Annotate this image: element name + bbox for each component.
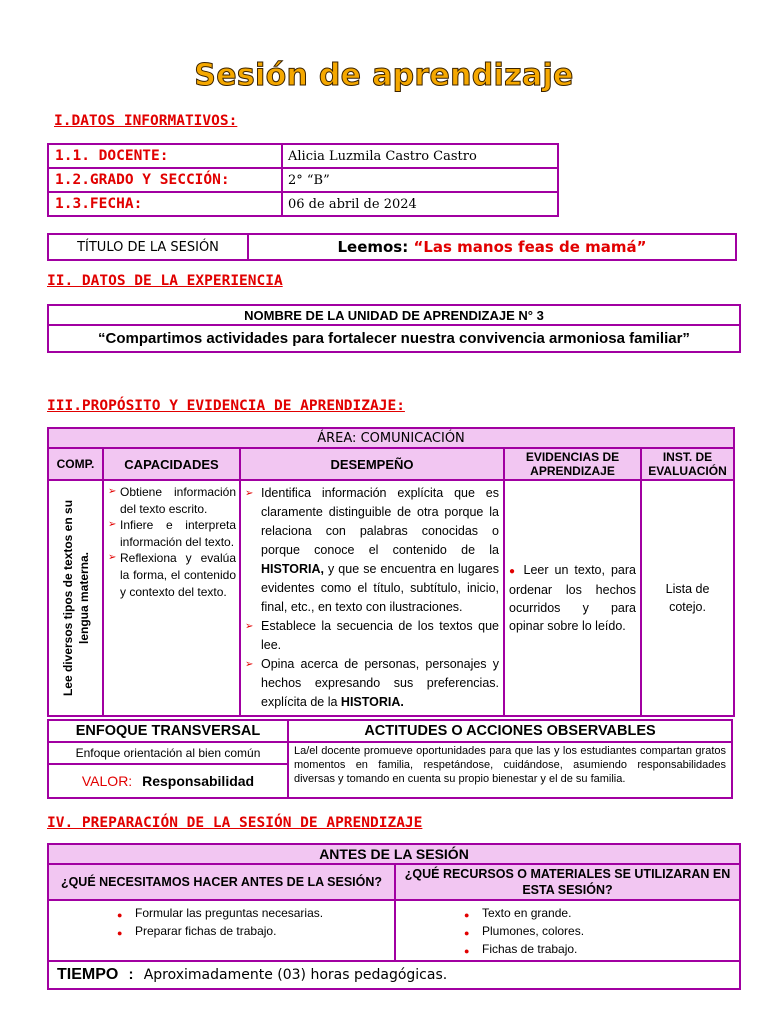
enfoque-cell <box>48 742 288 798</box>
capacidades-list <box>108 484 236 600</box>
tiempo-sep: : <box>128 966 134 983</box>
question-hacer: ¿QUÉ NECESITAMOS HACER ANTES DE LA SESIÓN? <box>48 864 395 900</box>
evidencia-text: ● Leer un texto, para ordenar los hechos ocurridos y para opinar sobre lo leído. <box>509 563 636 633</box>
competencia-cell <box>48 480 103 716</box>
info-value: 2° “B” <box>282 168 558 192</box>
enfoque-header: ENFOQUE TRANSVERSAL <box>48 720 288 742</box>
desempeno-cell <box>240 480 504 716</box>
section-heading-proposito: III.PROPÓSITO Y EVIDENCIA DE APRENDIZAJE: <box>47 398 405 414</box>
hacer-list <box>109 904 394 940</box>
desempeno-item: ➢ Identifica información explícita que es claramente distinguible de otra porque la relaciona con palabras conocidas o porque conoce el contenido de la HISTORIA, y que se encuentra en lugares evidentes como el título, subtítulo, inicio, final, etc., en texto con ilustraciones. <box>245 484 499 617</box>
capacidades-cell <box>103 480 240 716</box>
info-value: Alicia Luzmila Castro Castro <box>282 144 558 168</box>
evidencia-cell <box>504 480 641 716</box>
info-value: 06 de abril de 2024 <box>282 192 558 216</box>
desempeno-item: ➢ Opina acerca de personas, personajes y hechos expresando sus preferencias. explícita de la HISTORIA. <box>245 655 499 712</box>
section-heading-datos-informativos: I.DATOS INFORMATIVOS: <box>54 113 238 129</box>
header-capacidades: CAPACIDADES <box>103 448 240 480</box>
info-label: 1.1. DOCENTE: <box>48 144 282 168</box>
unit-name: “Compartimos actividades para fortalecer nuestra convivencia armoniosa familiar” <box>48 325 740 352</box>
enfoque-name: Enfoque orientación al bien común <box>49 743 287 765</box>
header-comp: COMP. <box>48 448 103 480</box>
question-recursos: ¿QUÉ RECURSOS O MATERIALES SE UTILIZARAN EN ESTA SESIÓN? <box>395 864 740 900</box>
instrumento-cell: Lista de cotejo. <box>641 480 734 716</box>
valor-row <box>49 765 287 797</box>
list-item: ● Texto en grande. <box>456 904 739 922</box>
desempeno-list <box>245 484 499 712</box>
capacidad-item: ➢ Infiere e interpreta información del texto. <box>108 517 236 550</box>
session-title-label: TÍTULO DE LA SESIÓN <box>48 234 248 260</box>
tiempo-text: Aproximadamente (03) horas pedagógicas. <box>143 967 448 983</box>
competencia-text: Lee diversos tipos de textos en su lengua materna. <box>60 499 91 697</box>
antes-header: ANTES DE LA SESIÓN <box>48 844 740 864</box>
unit-table <box>47 304 741 353</box>
list-item: ● Fichas de trabajo. <box>456 940 739 958</box>
section-heading-datos-experiencia: II. DATOS DE LA EXPERIENCIA <box>47 273 283 289</box>
section-heading-preparacion: IV. PREPARACIÓN DE LA SESIÓN DE APRENDIZAJE <box>47 815 423 831</box>
area-header: ÁREA: COMUNICACIÓN <box>48 428 734 448</box>
list-item: ● Formular las preguntas necesarias. <box>109 904 394 922</box>
recursos-cell <box>395 900 740 961</box>
proposito-table <box>47 427 735 717</box>
actitud-text: La/el docente promueve oportunidades para que las y los estudiantes compartan gratos momentos en familia, respetándose, cuidándose, asumiendo responsabilidades diversas y tomando en cuenta su propio bienestar y el de su familia. <box>288 742 732 798</box>
info-table <box>47 143 559 217</box>
page-title: Sesión de aprendizaje <box>194 58 574 93</box>
session-title-value <box>248 234 736 260</box>
valor-value: Responsabilidad <box>142 773 255 789</box>
session-title-prefix: Leemos: <box>337 238 409 256</box>
header-instrumento: INST. DE EVALUACIÓN <box>641 448 734 480</box>
hacer-cell <box>48 900 395 961</box>
recursos-list <box>456 904 739 958</box>
valor-label: VALOR: <box>81 773 133 789</box>
session-title-name: “Las manos feas de mamá” <box>413 238 647 256</box>
unit-header: NOMBRE DE LA UNIDAD DE APRENDIZAJE N° 3 <box>48 305 740 325</box>
desempeno-item: ➢ Establece la secuencia de los textos que lee. <box>245 617 499 655</box>
actitudes-header: ACTITUDES O ACCIONES OBSERVABLES <box>288 720 732 742</box>
bullet-icon: ● <box>509 566 518 577</box>
session-title-table <box>47 233 737 261</box>
antes-table <box>47 843 741 990</box>
capacidad-item: ➢ Obtiene información del texto escrito. <box>108 484 236 517</box>
tiempo-label: TIEMPO <box>57 966 119 983</box>
header-evidencias: EVIDENCIAS DE APRENDIZAJE <box>504 448 641 480</box>
tiempo-row <box>48 961 740 989</box>
list-item: ● Preparar fichas de trabajo. <box>109 922 394 940</box>
list-item: ● Plumones, colores. <box>456 922 739 940</box>
capacidad-item: ➢ Reflexiona y evalúa la forma, el contenido y contexto del texto. <box>108 550 236 600</box>
enfoque-table <box>47 719 733 799</box>
info-label: 1.2.GRADO Y SECCIÓN: <box>48 168 282 192</box>
header-desempeno: DESEMPEÑO <box>240 448 504 480</box>
info-label: 1.3.FECHA: <box>48 192 282 216</box>
